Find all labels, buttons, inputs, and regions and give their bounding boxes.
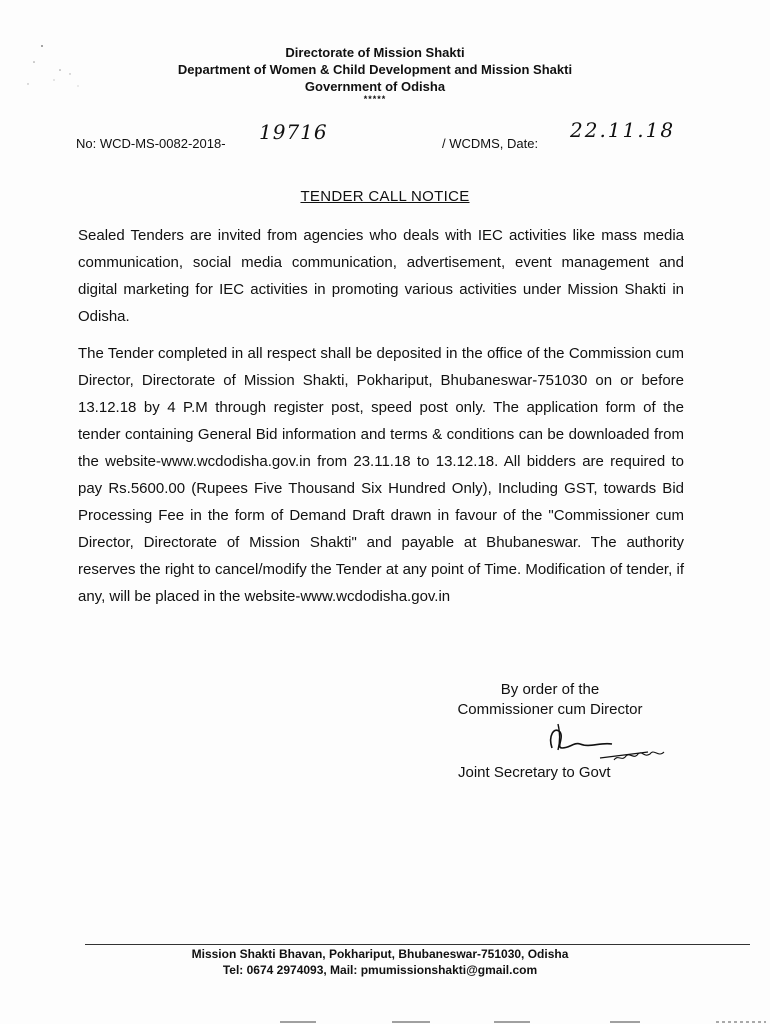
- footer-contact: Tel: 0674 2974093, Mail: pmumissionshakti@gmail.com: [222, 963, 538, 977]
- notice-title: TENDER CALL NOTICE: [300, 188, 470, 205]
- reference-date-label: / WCDMS, Date:: [442, 136, 539, 151]
- signature-commissioner: Commissioner cum Director: [457, 701, 643, 718]
- letterhead-government: Government of Odisha: [304, 79, 446, 94]
- body-paragraph-2: The Tender completed in all respect shall be deposited in the office of the Commission cum Director, Directorate of Mission Shakti, Pokhariput, Bhubaneswar-751030 on or before 13.12.18 by 4 P.M through register post, speed post only. The application form of the tender containing General Bid information and terms & conditions can be downloaded from the website-www.wcdodisha.gov.in from 23.11.18 to 13.12.18. All bidders are required to pay Rs.5600.00 (Rupees Five Thousand Six Hundred Only), Including GST, towards Bid Processing Fee in the form of Demand Draft drawn in favour of the "Commissioner cum Director, Directorate of Mission Shakti" and payable at Bhubaneswar. The authority reserves the right to cancel/modify the Tender at any point of Time. Modification of tender, if any, will be placed in the website-www.wcdodisha.gov.in: [78, 345, 684, 605]
- letterhead-stars: *****: [363, 94, 387, 104]
- footer-address: Mission Shakti Bhavan, Pokhariput, Bhubaneswar-751030, Odisha: [191, 947, 569, 961]
- letterhead-directorate: Directorate of Mission Shakti: [285, 45, 465, 60]
- signature-by-order: By order of the: [500, 681, 600, 698]
- scan-specks-decoration: [20, 40, 90, 110]
- reference-number-handwritten: 19716: [259, 120, 328, 144]
- letterhead-department: Department of Women & Child Development and Mission Shakti: [177, 62, 573, 77]
- reference-date-handwritten: 22.11.18: [570, 118, 676, 142]
- letterhead: [130, 44, 620, 103]
- handwritten-signature: [540, 718, 670, 766]
- footer-divider: [85, 944, 750, 945]
- signature-authority: [440, 680, 660, 720]
- signature-designation: Joint Secretary to Govt: [458, 764, 611, 781]
- footer: [100, 946, 660, 978]
- reference-prefix: No: WCD-MS-0082-2018-: [76, 136, 226, 151]
- reference-line: [76, 118, 696, 158]
- body-paragraph-1: Sealed Tenders are invited from agencies who deals with IEC activities like mass media communication, social media communication, advertisement, event management and digital marketing for IEC activities in promoting various activities under Mission Shakti in Odisha.: [78, 227, 684, 325]
- scan-edge-marks-decoration: [280, 1016, 770, 1024]
